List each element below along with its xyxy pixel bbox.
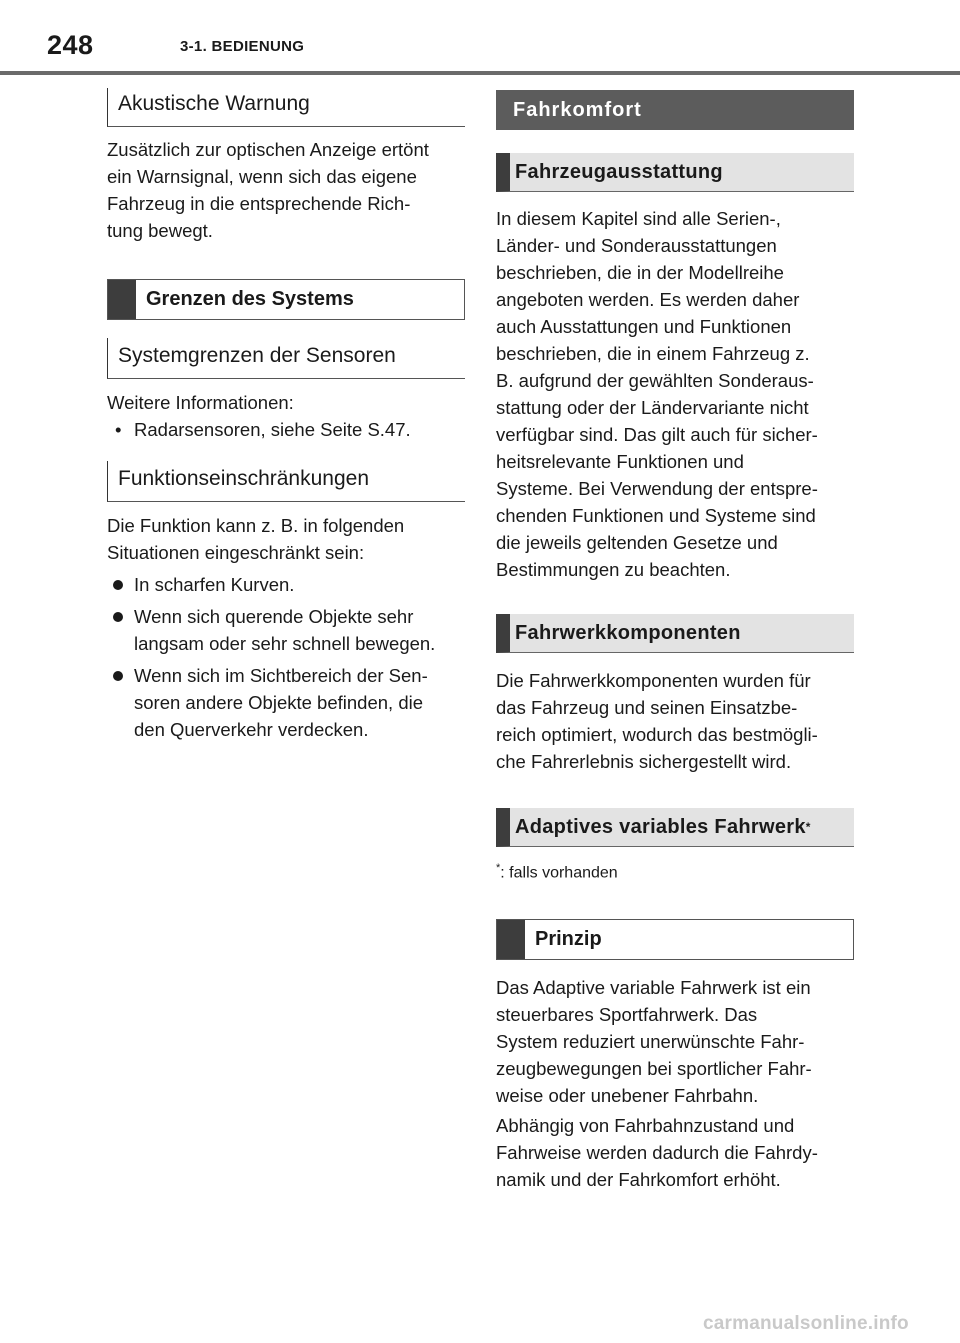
list-item: • Radarsensoren, siehe Seite S.47. [107, 416, 465, 443]
funktion-list [107, 571, 465, 743]
footnote: *: falls vorhanden [496, 862, 618, 882]
watermark: carmanualsonline.info [703, 1313, 909, 1334]
right-column [496, 88, 854, 1193]
fahrwerk-heading: Fahrwerkkomponenten [496, 614, 854, 653]
heading-side-block [497, 920, 525, 959]
list-item: In scharfen Kurven. [107, 571, 465, 598]
page-number: 248 [47, 30, 94, 60]
list-item: Wenn sich querende Objekte sehr langsam oder sehr schnell bewegen. [107, 603, 465, 657]
footnote-marker: * [805, 820, 811, 834]
list-item: Wenn sich im Sichtbereich der Sen- soren andere Objekte befinden, die den Querverkehr verdecken. [107, 662, 465, 743]
prinzip-heading: Prinzip [496, 919, 854, 960]
prinzip-text-2: Abhängig von Fahrbahnzustand und Fahrweise werden dadurch die Fahrdy- namik und der Fahrkomfort erhöht. [496, 1115, 818, 1191]
left-column [107, 88, 465, 748]
sensoren-intro: Weitere Informationen: [107, 392, 294, 413]
sensoren-heading: Systemgrenzen der Sensoren [107, 338, 465, 379]
chapter-title: 3-1. BEDIENUNG [180, 38, 305, 55]
akustische-text: Zusätzlich zur optischen Anzeige ertönt ein Warnsignal, wenn sich das eigene Fahrzeug in die entsprechende Rich- tung bewegt. [107, 139, 429, 241]
funktion-intro: Die Funktion kann z. B. in folgenden Situationen eingeschränkt sein: [107, 515, 405, 563]
grenzen-heading: Grenzen des Systems [107, 279, 465, 320]
ausstattung-heading: Fahrzeugausstattung [496, 153, 854, 192]
heading-side-block [108, 280, 136, 319]
funktion-heading: Funktionseinschränkungen [107, 461, 465, 502]
adaptiv-heading: Adaptives variables Fahrwerk * [496, 808, 854, 847]
ausstattung-text: In diesem Kapitel sind alle Serien-, Länder- und Sonderausstattungen beschrieben, die in der Modellreihe angeboten werden. Es werden daher auch Ausstattungen und Funktionen beschrieben, die in einem Fahrzeug z. B. aufgrund der gewählten Sonderaus- stattung oder der Ländervariante nicht verfügbar sind. Das gilt auch für sicher- heitsrelevante Funktionen und Systeme. Bei Verwendung der entspre- chenden Funktionen und Systeme sind die jeweils geltenden Gesetze und Bestimmungen zu beachten. [496, 208, 818, 580]
fahrwerk-text: Die Fahrwerkkomponenten wurden für das Fahrzeug und seinen Einsatzbe- reich optimiert, wodurch das bestmögli- che Fahrerlebnis sichergestellt wird. [496, 670, 818, 772]
akustische-heading: Akustische Warnung [107, 88, 465, 127]
prinzip-text-1: Das Adaptive variable Fahrwerk ist ein steuerbares Sportfahrwerk. Das System reduziert unerwünschte Fahr- zeugbewegungen bei sportlicher Fahr- weise oder unebener Fahrbahn. [496, 977, 812, 1107]
sensoren-list [107, 416, 465, 443]
header-rule [0, 71, 960, 75]
fahrkomfort-banner: Fahrkomfort [496, 90, 854, 130]
